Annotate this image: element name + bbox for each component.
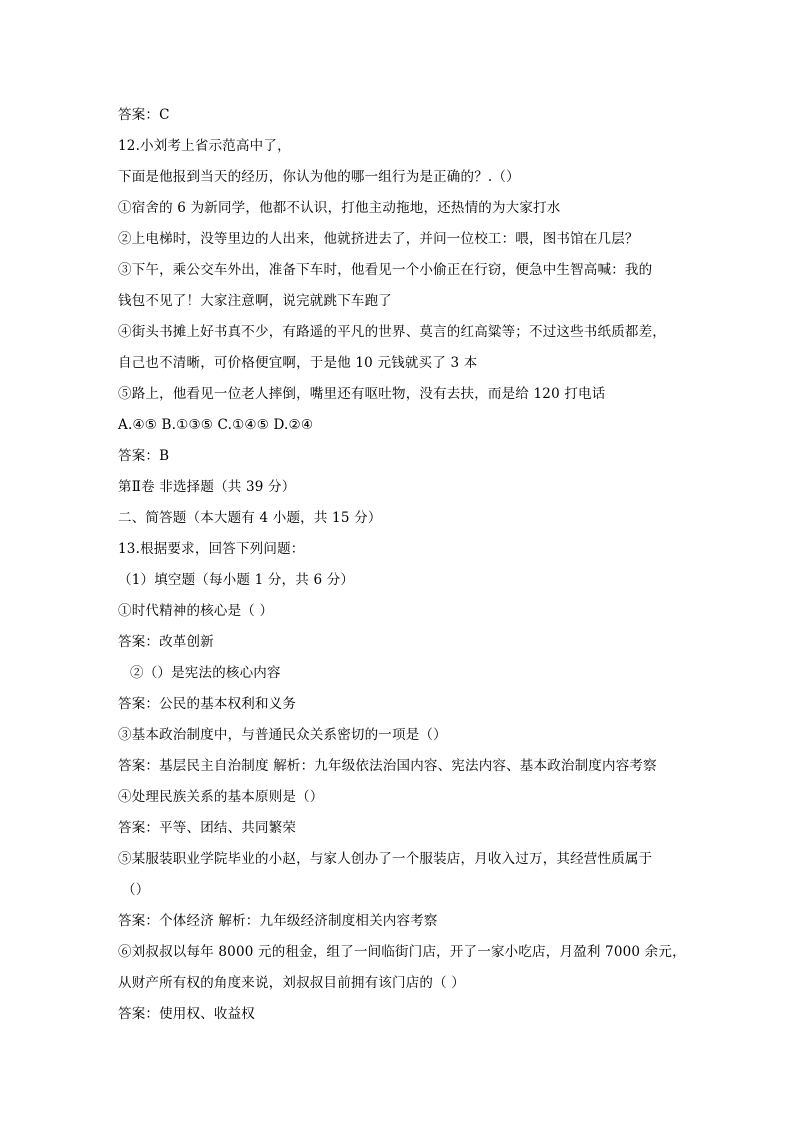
answer-11: 答案：C bbox=[118, 107, 170, 123]
question-12-item-4-cont: 自己也不清晰，可价格便宜啊，于是他 10 元钱就买了 3 本 bbox=[118, 355, 478, 371]
question-12-title: 12.小刘考上省示范高中了， bbox=[118, 138, 291, 154]
fill-blank-5: ⑤某服装职业学院毕业的小赵，与家人创办了一个服装店，月收入过万，其经营性质属于 bbox=[118, 851, 653, 867]
document-page bbox=[118, 100, 686, 1030]
question-12-item-3-cont: 钱包不见了！大家注意啊，说完就跳下车跑了 bbox=[118, 293, 392, 309]
question-12-options: A.④⑤ B.①③⑤ C.①④⑤ D.②④ bbox=[118, 417, 314, 433]
fill-blank-3: ③基本政治制度中，与普通民众关系密切的一项是（） bbox=[118, 727, 447, 743]
fill-blank-6-cont: 从财产所有权的角度来说，刘叔叔目前拥有该门店的（ ） bbox=[118, 975, 465, 991]
fill-blank-2: ②（）是宪法的核心内容 bbox=[130, 665, 281, 681]
fill-blank-5-answer: 答案：个体经济 解析：九年级经济制度相关内容考察 bbox=[118, 913, 438, 929]
fill-blank-4: ④处理民族关系的基本原则是（） bbox=[118, 789, 324, 805]
question-12-item-1: ①宿舍的 6 为新同学，他都不认识，打他主动拖地，还热情的为大家打水 bbox=[118, 200, 561, 216]
question-12-prompt: 下面是他报到当天的经历，你认为他的哪一组行为是正确的？.（） bbox=[118, 169, 520, 185]
question-12-item-4: ④街头书摊上好书真不少，有路遥的平凡的世界、莫言的红高粱等；不过这些书纸质都差， bbox=[118, 324, 666, 340]
fill-blank-1: ①时代精神的核心是（ ） bbox=[118, 603, 274, 619]
fill-blank-3-answer: 答案：基层民主自治制度 解析：九年级依法治国内容、宪法内容、基本政治制度内容考察 bbox=[118, 758, 657, 774]
question-12-item-3: ③下午，乘公交车外出，准备下车时，他看见一个小偷正在行窃，便急中生智高喊：我的 bbox=[118, 262, 653, 278]
fill-blank-2-answer: 答案：公民的基本权利和义务 bbox=[118, 696, 297, 712]
section-title-part-2: 第Ⅱ卷 非选择题（共 39 分） bbox=[118, 479, 296, 495]
fill-blank-6-answer: 答案：使用权、收益权 bbox=[118, 1006, 255, 1022]
fill-blank-1-answer: 答案：改革创新 bbox=[118, 634, 214, 650]
answer-12: 答案：B bbox=[118, 448, 170, 464]
fill-blank-4-answer: 答案：平等、团结、共同繁荣 bbox=[118, 820, 297, 836]
question-13-title: 13.根据要求，回答下列问题： bbox=[118, 541, 305, 557]
question-13-sub-1: （1）填空题（每小题 1 分，共 6 分） bbox=[118, 572, 355, 588]
question-12-item-5: ⑤路上，他看见一位老人摔倒，嘴里还有呕吐物，没有去扶，而是给 120 打电话 bbox=[118, 386, 606, 402]
question-12-item-2: ②上电梯时，没等里边的人出来，他就挤进去了，并问一位校工：喂，图书馆在几层？ bbox=[118, 231, 639, 247]
fill-blank-5-cont: （） bbox=[122, 882, 150, 898]
fill-blank-6: ⑥刘叔叔以每年 8000 元的租金，组了一间临街门店，开了一家小吃店，月盈利 7000 余元， bbox=[118, 944, 686, 960]
section-title-short-answer: 二、简答题（本大题有 4 小题，共 15 分） bbox=[118, 510, 382, 526]
